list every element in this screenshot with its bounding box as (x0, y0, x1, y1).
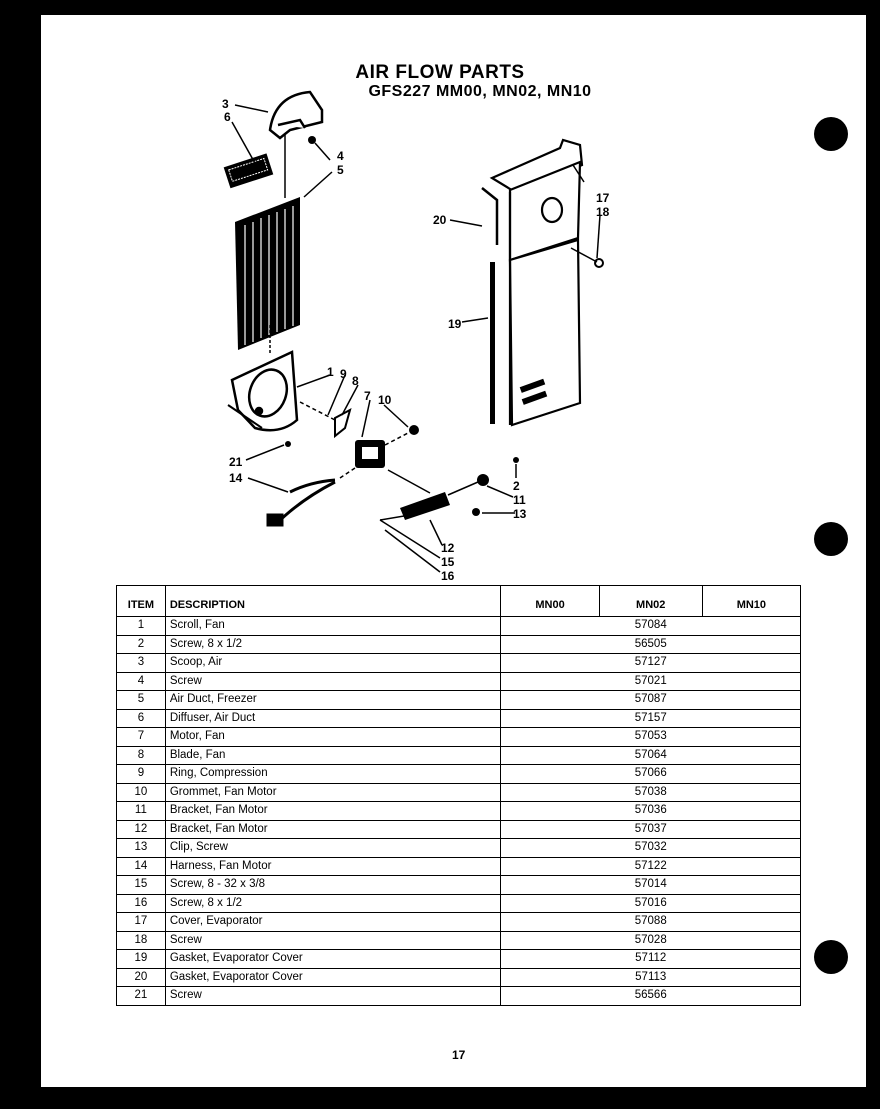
item-number: 2 (117, 635, 166, 654)
item-number: 3 (117, 654, 166, 673)
table-row (117, 783, 801, 802)
column-header-mn00: MN00 (501, 586, 599, 617)
item-number: 19 (117, 950, 166, 969)
svg-text:20: 20 (433, 213, 447, 227)
item-number: 20 (117, 968, 166, 987)
binder-hole-top (814, 117, 848, 151)
item-description: Blade, Fan (165, 746, 501, 765)
fan-scroll-part (232, 352, 297, 430)
table-row (117, 968, 801, 987)
part-number: 57014 (501, 876, 801, 895)
fan-motor-part (355, 440, 385, 468)
table-row (117, 746, 801, 765)
table-row (117, 950, 801, 969)
item-description: Harness, Fan Motor (165, 857, 501, 876)
part-number: 57064 (501, 746, 801, 765)
item-description: Screw, 8 x 1/2 (165, 635, 501, 654)
svg-text:4: 4 (337, 149, 344, 163)
binder-hole-middle (814, 522, 848, 556)
item-description: Gasket, Evaporator Cover (165, 968, 501, 987)
harness-part (268, 480, 335, 525)
part-number: 57032 (501, 839, 801, 858)
part-number: 57028 (501, 931, 801, 950)
table-header-row (117, 586, 801, 617)
part-number: 57122 (501, 857, 801, 876)
bracket-part (400, 457, 519, 520)
item-description: Screw (165, 987, 501, 1006)
part-number: 57157 (501, 709, 801, 728)
svg-text:5: 5 (337, 163, 344, 177)
table-row (117, 709, 801, 728)
item-number: 11 (117, 802, 166, 821)
item-description: Ring, Compression (165, 765, 501, 784)
item-description: Bracket, Fan Motor (165, 820, 501, 839)
svg-text:19: 19 (448, 317, 462, 331)
item-description: Screw, 8 - 32 x 3/8 (165, 876, 501, 895)
table-row (117, 857, 801, 876)
page-number: 17 (452, 1048, 466, 1062)
model-subtitle: GFS227 MM00, MN02, MN10 (368, 83, 592, 100)
svg-text:18: 18 (596, 205, 610, 219)
table-row (117, 876, 801, 895)
item-number: 14 (117, 857, 166, 876)
item-description: Bracket, Fan Motor (165, 802, 501, 821)
table-row (117, 987, 801, 1006)
gasket-20 (482, 188, 497, 245)
item-description: Motor, Fan (165, 728, 501, 747)
column-header-mn02: MN02 (599, 586, 702, 617)
air-scoop-part (270, 92, 322, 138)
item-number: 10 (117, 783, 166, 802)
column-header-item: ITEM (117, 586, 166, 617)
part-number: 57127 (501, 654, 801, 673)
item-number: 13 (117, 839, 166, 858)
svg-text:21: 21 (229, 455, 243, 469)
svg-text:12: 12 (441, 541, 455, 555)
part-number: 57038 (501, 783, 801, 802)
table-row (117, 691, 801, 710)
table-row (117, 617, 801, 636)
item-description: Grommet, Fan Motor (165, 783, 501, 802)
part-number: 57036 (501, 802, 801, 821)
column-header-description: DESCRIPTION (165, 586, 501, 617)
svg-text:16: 16 (441, 569, 455, 583)
part-number: 56505 (501, 635, 801, 654)
svg-text:8: 8 (352, 374, 359, 388)
table-row (117, 728, 801, 747)
item-description: Clip, Screw (165, 839, 501, 858)
item-number: 16 (117, 894, 166, 913)
item-description: Diffuser, Air Duct (165, 709, 501, 728)
svg-text:11: 11 (513, 493, 526, 507)
binder-hole-bottom (814, 940, 848, 974)
svg-text:10: 10 (378, 393, 392, 407)
part-number: 57016 (501, 894, 801, 913)
item-number: 5 (117, 691, 166, 710)
item-description: Scoop, Air (165, 654, 501, 673)
item-number: 9 (117, 765, 166, 784)
svg-text:14: 14 (229, 471, 243, 485)
part-number: 57112 (501, 950, 801, 969)
table-row (117, 672, 801, 691)
svg-text:1: 1 (327, 365, 334, 379)
grommet-part (409, 425, 419, 435)
exploded-parts-diagram (200, 90, 640, 590)
column-header-mn10: MN10 (702, 586, 800, 617)
table-row (117, 913, 801, 932)
item-number: 12 (117, 820, 166, 839)
item-description: Air Duct, Freezer (165, 691, 501, 710)
diffuser-part (224, 153, 274, 188)
item-description: Gasket, Evaporator Cover (165, 950, 501, 969)
table-row (117, 654, 801, 673)
part-number: 57113 (501, 968, 801, 987)
table-row (117, 839, 801, 858)
part-number: 57088 (501, 913, 801, 932)
item-description: Screw, 8 x 1/2 (165, 894, 501, 913)
table-row (117, 765, 801, 784)
table-row (117, 635, 801, 654)
table-row (117, 931, 801, 950)
item-number: 1 (117, 617, 166, 636)
svg-text:9: 9 (340, 367, 347, 381)
svg-text:7: 7 (364, 389, 371, 403)
item-number: 17 (117, 913, 166, 932)
item-number: 21 (117, 987, 166, 1006)
svg-text:6: 6 (224, 110, 231, 124)
item-number: 15 (117, 876, 166, 895)
item-description: Screw (165, 931, 501, 950)
screw-4 (308, 136, 316, 144)
part-number: 57084 (501, 617, 801, 636)
item-number: 7 (117, 728, 166, 747)
item-number: 8 (117, 746, 166, 765)
item-number: 4 (117, 672, 166, 691)
svg-text:17: 17 (596, 191, 610, 205)
page-title: AIR FLOW PARTS (355, 62, 525, 83)
item-description: Screw (165, 672, 501, 691)
item-number: 6 (117, 709, 166, 728)
svg-text:3: 3 (222, 97, 229, 111)
svg-text:2: 2 (513, 479, 520, 493)
part-number: 57037 (501, 820, 801, 839)
item-number: 18 (117, 931, 166, 950)
table-row (117, 820, 801, 839)
gasket-19 (490, 262, 495, 424)
parts-table (116, 585, 801, 1006)
table-row (117, 802, 801, 821)
part-number: 57066 (501, 765, 801, 784)
part-number: 56566 (501, 987, 801, 1006)
table-row (117, 894, 801, 913)
part-number: 57021 (501, 672, 801, 691)
item-description: Scroll, Fan (165, 617, 501, 636)
air-duct-part (235, 197, 300, 350)
part-number: 57087 (501, 691, 801, 710)
item-description: Cover, Evaporator (165, 913, 501, 932)
part-number: 57053 (501, 728, 801, 747)
svg-text:13: 13 (513, 507, 527, 521)
svg-text:15: 15 (441, 555, 455, 569)
